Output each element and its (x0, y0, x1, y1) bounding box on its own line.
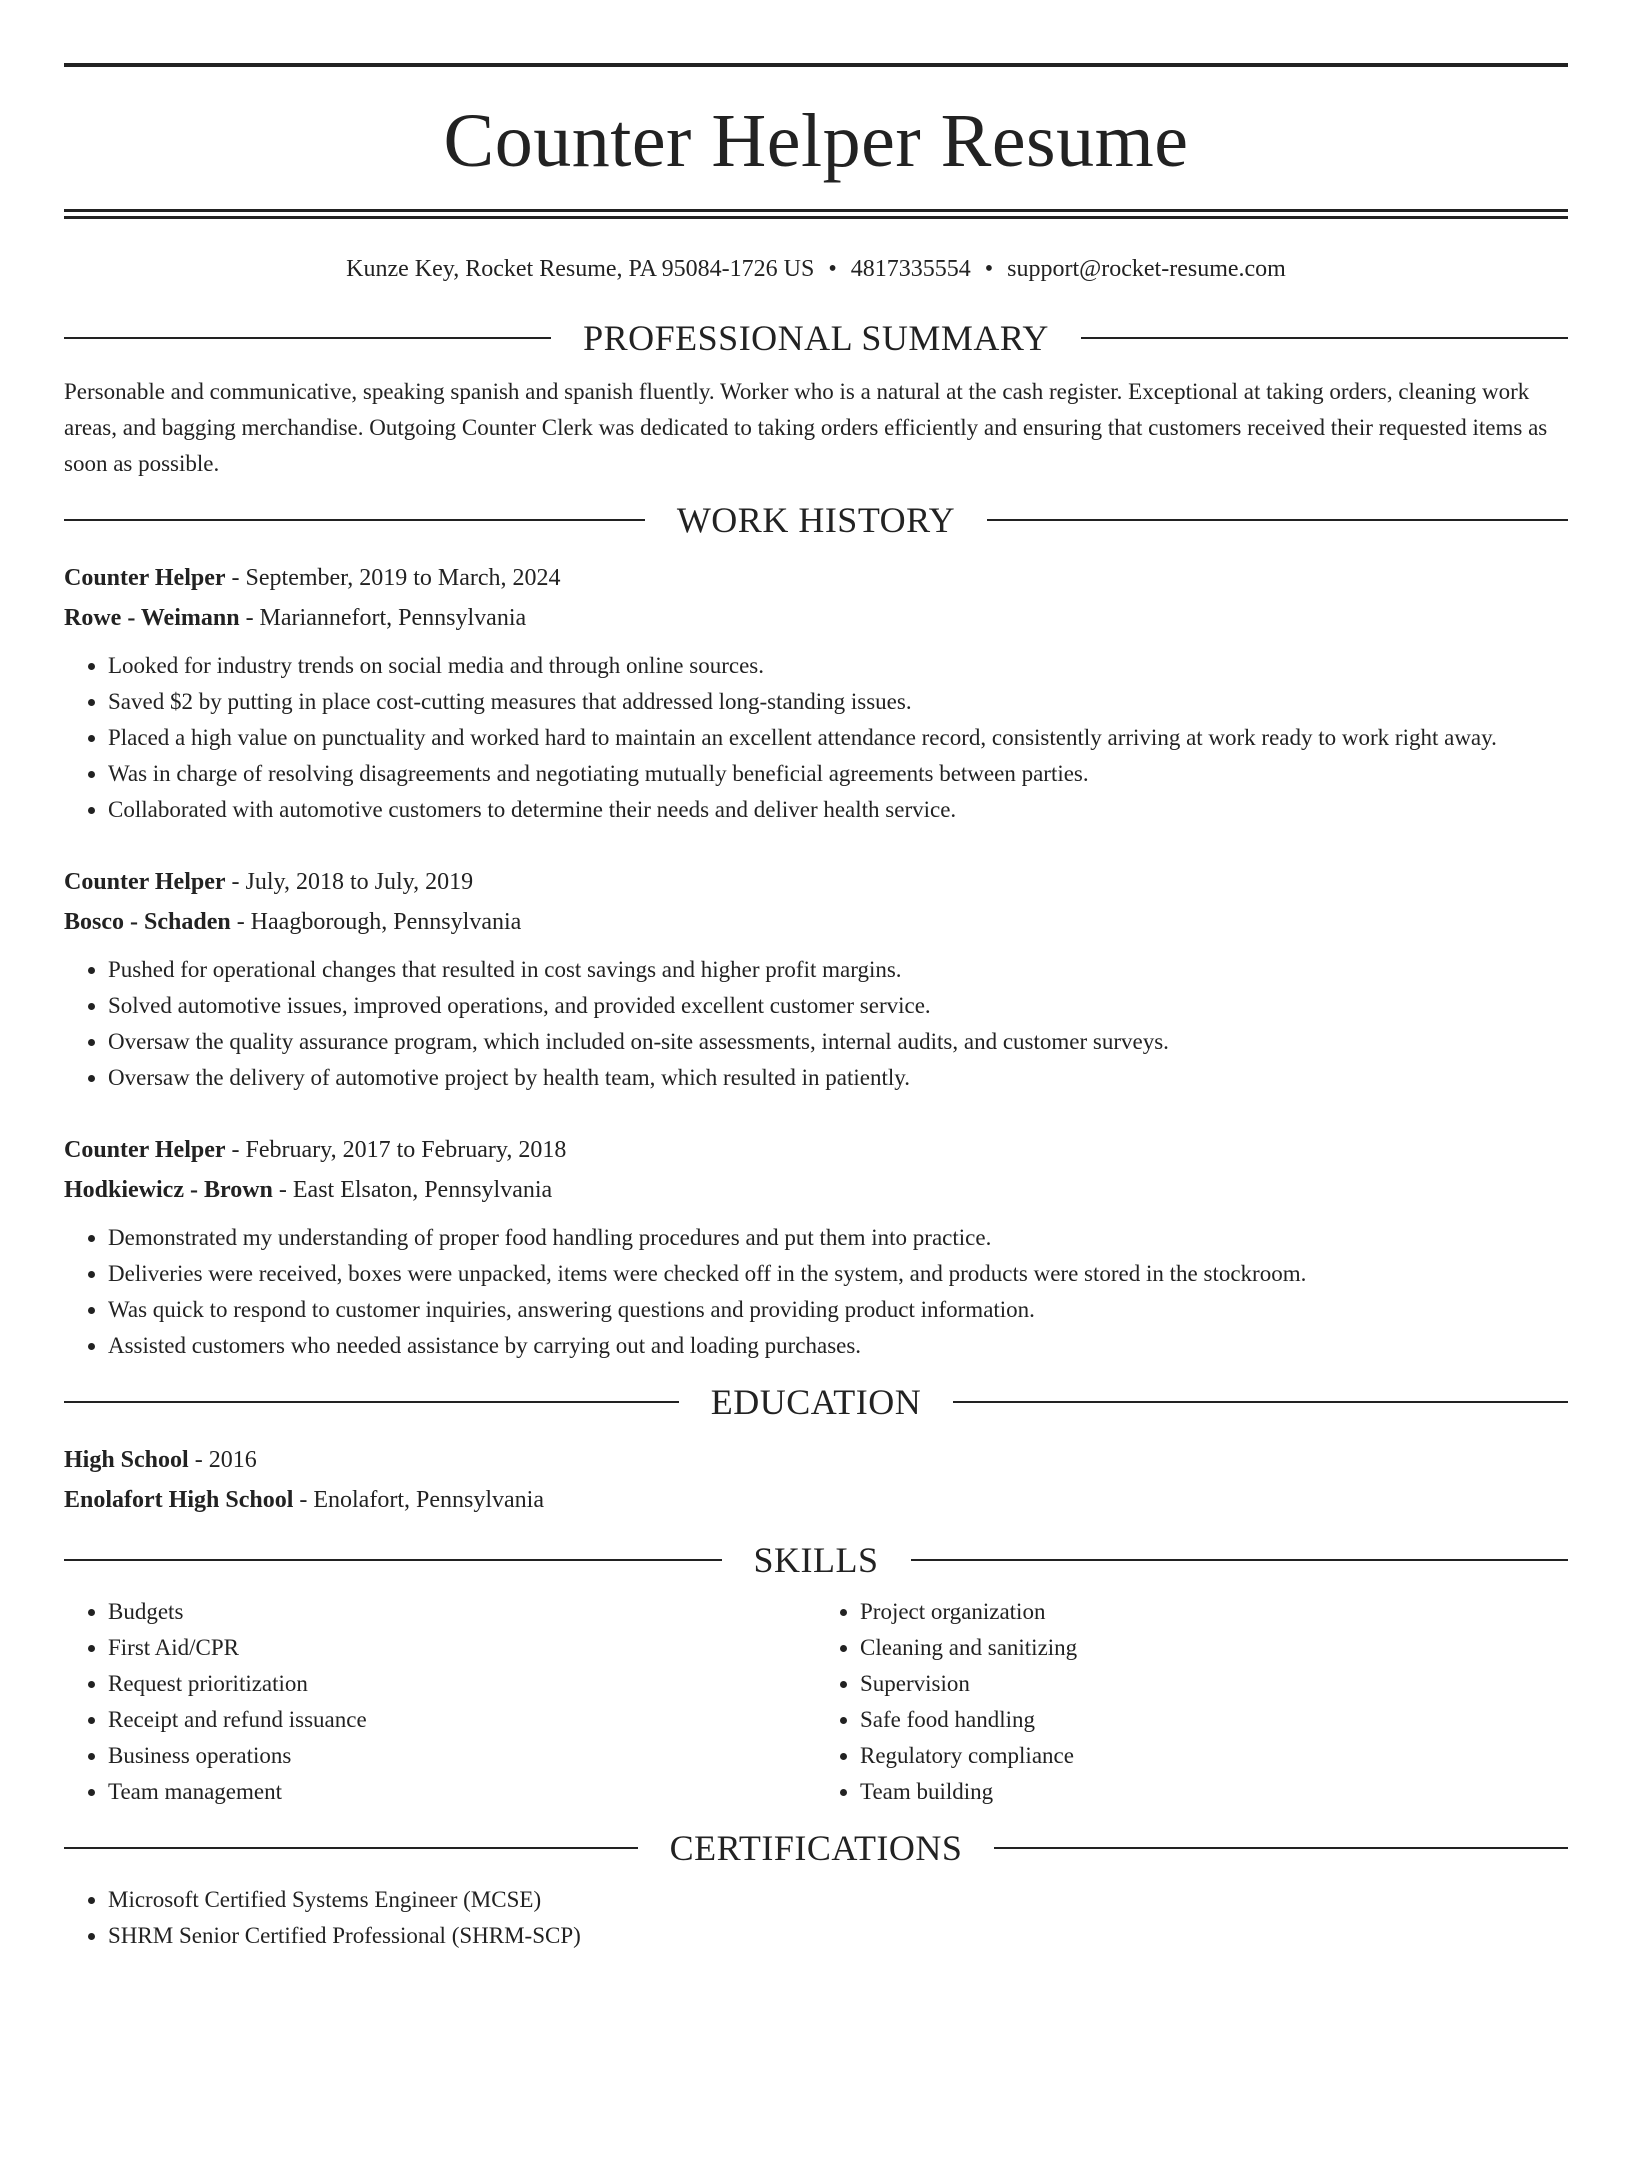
job-bullet: • Deliveries were received, boxes were unpacked, items were checked off in the system, and products were stored in the stockroom. (108, 1256, 1568, 1292)
job-title-line (64, 1130, 1568, 1170)
skill-item: • Supervision (860, 1666, 1568, 1702)
skill-item: • Receipt and refund issuance (108, 1702, 816, 1738)
contact-separator: • (828, 256, 837, 282)
job-bullet: • Saved $2 by putting in place cost-cutting measures that addressed long-standing issues. (108, 684, 1568, 720)
certification-item: • Microsoft Certified Systems Engineer (MCSE) (108, 1882, 1568, 1918)
job-location: - Mariannefort, Pennsylvania (239, 604, 527, 631)
job-bullet: • Collaborated with automotive customers to determine their needs and deliver health service. (108, 792, 1568, 828)
skill-item: • Request prioritization (108, 1666, 816, 1702)
certifications-list (64, 1882, 1568, 1954)
education-entry (64, 1440, 1568, 1520)
job-bullet: • Oversaw the delivery of automotive project by health team, which resulted in patiently. (108, 1060, 1568, 1096)
job-bullet: • Assisted customers who needed assistance by carrying out and loading purchases. (108, 1328, 1568, 1364)
certifications-heading: CERTIFICATIONS (669, 1827, 963, 1868)
job-location: - Haagborough, Pennsylvania (230, 908, 522, 935)
job-bullet: • Looked for industry trends on social media and through online sources. (108, 648, 1568, 684)
certification-item: • SHRM Senior Certified Professional (SHRM-SCP) (108, 1918, 1568, 1954)
resume-title: Counter Helper Resume (443, 99, 1189, 183)
job-title: Counter Helper (64, 868, 226, 895)
contact-address: Kunze Key, Rocket Resume, PA 95084-1726 US (346, 256, 815, 282)
education-degree: High School (64, 1446, 189, 1473)
heading-rule (64, 1559, 722, 1561)
education-school-line (64, 1480, 1568, 1520)
heading-rule (64, 337, 551, 339)
heading-rule (1081, 337, 1568, 339)
skill-item: • Cleaning and sanitizing (860, 1630, 1568, 1666)
job-bullets (64, 1220, 1568, 1364)
job-company-line (64, 598, 1568, 638)
job-bullet: • Oversaw the quality assurance program, which included on-site assessments, internal audits, and customer surveys. (108, 1024, 1568, 1060)
skill-item: • First Aid/CPR (108, 1630, 816, 1666)
skills-right-list (816, 1594, 1568, 1810)
top-rule (64, 63, 1568, 67)
job-company: Rowe - Weimann (64, 604, 240, 631)
certifications-block (64, 1882, 1568, 1954)
job-bullet: • Was in charge of resolving disagreements and negotiating mutually beneficial agreements between parties. (108, 756, 1568, 792)
job-company: Hodkiewicz - Brown (64, 1176, 273, 1203)
job-company-line (64, 902, 1568, 942)
job-title-line (64, 862, 1568, 902)
job-bullets (64, 952, 1568, 1096)
summary-section-heading (64, 317, 1568, 358)
job-bullet: • Placed a high value on punctuality and worked hard to maintain an excellent attendance record, consistently arriving at work ready to work right away. (108, 720, 1568, 756)
contact-separator: • (984, 256, 994, 282)
job-bullets (64, 648, 1568, 828)
job-entry (64, 1130, 1568, 1364)
heading-rule (994, 1847, 1568, 1849)
job-bullet: • Demonstrated my understanding of proper food handling procedures and put them into practice. (108, 1220, 1568, 1256)
skills-section-heading (64, 1539, 1568, 1580)
heading-rule (64, 1847, 638, 1849)
heading-rule (911, 1559, 1569, 1561)
skills-columns (64, 1594, 1568, 1810)
education-degree-line (64, 1440, 1568, 1480)
summary-heading: PROFESSIONAL SUMMARY (583, 317, 1049, 358)
education-school: Enolafort High School (64, 1486, 294, 1513)
skill-item: • Team management (108, 1774, 816, 1810)
skills-heading: SKILLS (753, 1539, 879, 1580)
education-section-heading (64, 1381, 1568, 1422)
job-company: Bosco - Schaden (64, 908, 231, 935)
work-section-heading (64, 499, 1568, 540)
job-dates: - September, 2019 to March, 2024 (225, 564, 561, 591)
summary-text: Personable and communicative, speaking spanish and spanish fluently. Worker who is a natural at the cash register. Exceptional at taking orders, cleaning work areas, and bagging merchandise. Outgoing Counter Clerk was dedicated to taking orders efficiently and ensuring that customers received their requested items as soon as possible. (64, 378, 1548, 476)
job-list (64, 558, 1568, 1364)
heading-rule (987, 519, 1568, 521)
education-location: - Enolafort, Pennsylvania (293, 1486, 544, 1513)
heading-rule (64, 519, 645, 521)
education-year: - 2016 (188, 1446, 257, 1473)
job-bullet: • Pushed for operational changes that resulted in cost savings and higher profit margins. (108, 952, 1568, 988)
job-company-line (64, 1170, 1568, 1210)
job-dates: - July, 2018 to July, 2019 (225, 868, 474, 895)
skill-item: • Regulatory compliance (860, 1738, 1568, 1774)
job-entry (64, 862, 1568, 1096)
job-dates: - February, 2017 to February, 2018 (225, 1136, 567, 1163)
skill-item: • Safe food handling (860, 1702, 1568, 1738)
title-double-rule (64, 209, 1568, 219)
certifications-section-heading (64, 1827, 1568, 1868)
skills-left-list (64, 1594, 816, 1810)
job-bullet: • Was quick to respond to customer inquiries, answering questions and providing product information. (108, 1292, 1568, 1328)
contact-email: support@rocket-resume.com (1007, 256, 1286, 282)
job-entry (64, 558, 1568, 828)
job-title: Counter Helper (64, 564, 226, 591)
heading-rule (953, 1401, 1568, 1403)
skill-item: • Budgets (108, 1594, 816, 1630)
resume-page (0, 63, 1632, 2175)
education-heading: EDUCATION (710, 1381, 922, 1422)
job-title-line (64, 558, 1568, 598)
skill-item: • Project organization (860, 1594, 1568, 1630)
heading-rule (64, 1401, 679, 1403)
job-location: - East Elsaton, Pennsylvania (272, 1176, 553, 1203)
skill-item: • Team building (860, 1774, 1568, 1810)
skill-item: • Business operations (108, 1738, 816, 1774)
work-heading: WORK HISTORY (676, 499, 956, 540)
contact-phone: 4817335554 (850, 256, 971, 282)
job-bullet: • Solved automotive issues, improved operations, and provided excellent customer service. (108, 988, 1568, 1024)
job-title: Counter Helper (64, 1136, 226, 1163)
contact-line (64, 255, 1568, 284)
